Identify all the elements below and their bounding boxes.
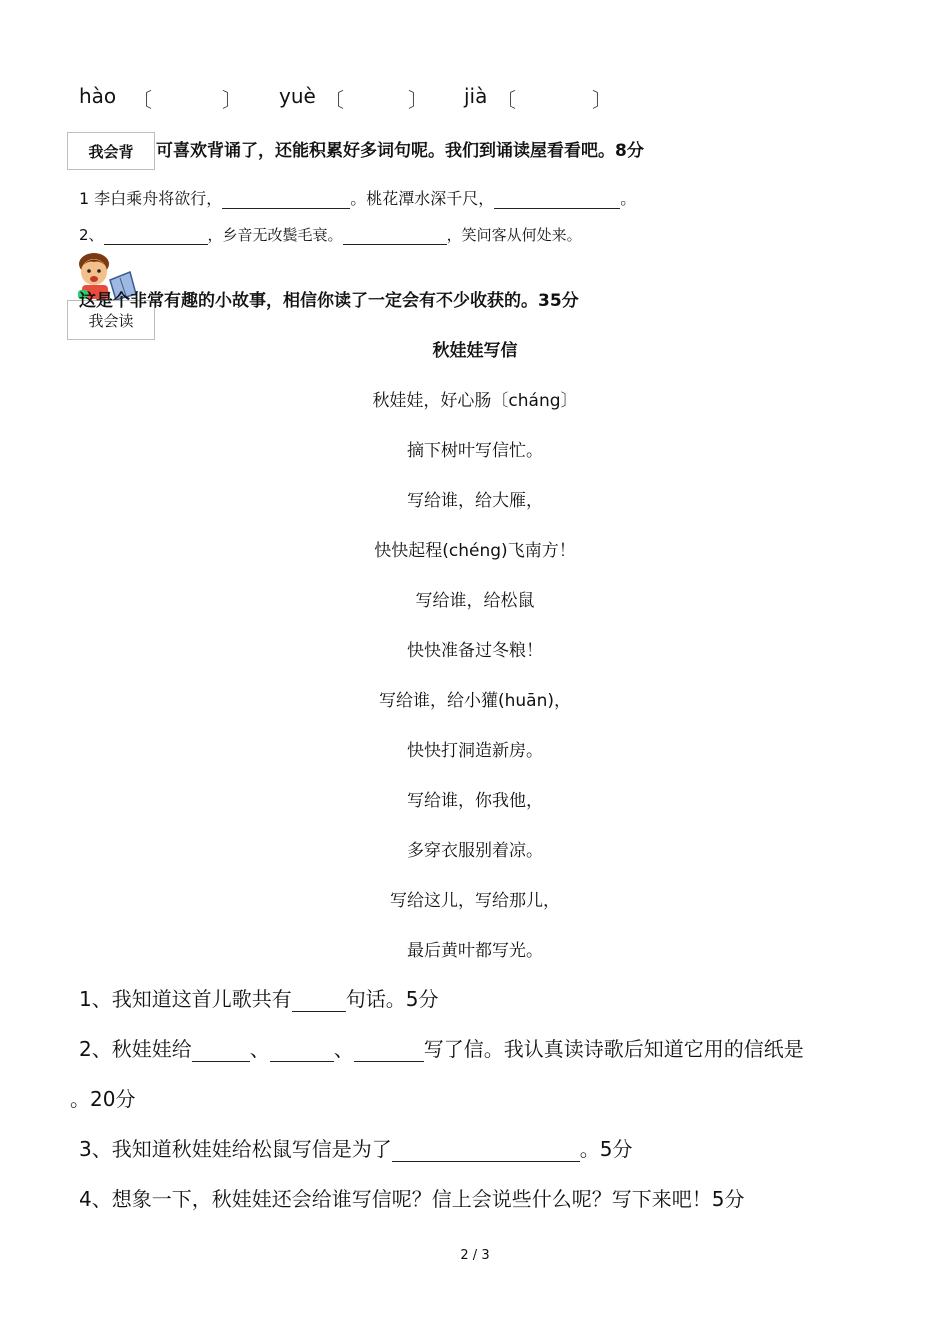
answer-blank[interactable]	[104, 226, 208, 245]
pinyin-hao: hào	[79, 84, 117, 108]
poem-line: 摘下树叶写信忙。	[407, 441, 543, 461]
answer-blank[interactable]	[270, 1039, 334, 1062]
bracket-close: 〕	[222, 88, 242, 112]
recite-line2-part: ，笑问客从何处来。	[446, 226, 582, 244]
recite-line1-part: 。	[620, 189, 637, 208]
poem-line: 多穿衣服别着凉。	[407, 841, 543, 861]
question-2-text: 2、秋娃娃给	[79, 1037, 192, 1061]
poem-line: 写给谁，给大雁，	[407, 491, 543, 511]
bracket-open: 〔	[324, 88, 344, 112]
question-3-text: 。5分	[579, 1137, 633, 1161]
question-1-text: 句话。5分	[345, 987, 439, 1011]
recite-line1-part: 。桃花潭水深千尺，	[350, 189, 495, 208]
question-2-text: 、	[333, 1037, 354, 1061]
answer-blank[interactable]	[354, 1039, 424, 1062]
recite-line-2	[79, 224, 582, 245]
pinyin-yue: yuè	[279, 84, 316, 108]
answer-blank[interactable]	[392, 1139, 580, 1162]
poem-line: 快快打洞造新房。	[407, 741, 543, 761]
poem-line: 写给这儿，写给那儿，	[390, 891, 560, 911]
poem-line: 写给谁，你我他，	[407, 791, 543, 811]
question-1	[79, 983, 438, 1012]
question-3	[79, 1133, 632, 1162]
question-3-text: 3、我知道秋娃娃给松鼠写信是为了	[79, 1137, 392, 1161]
recite-line2-part: 2、	[79, 226, 104, 244]
recite-label-box	[67, 132, 155, 170]
read-heading: 这是个非常有趣的小故事，相信你读了一定会有不少收获的。35分	[79, 291, 579, 311]
recite-line1-part: 1 李白乘舟将欲行，	[79, 189, 223, 208]
poem-line: 快快准备过冬粮！	[407, 641, 543, 661]
answer-blank[interactable]	[222, 190, 350, 209]
recite-heading: 可喜欢背诵了，还能积累好多词句呢。我们到诵读屋看看吧。8分	[156, 141, 644, 161]
poem-line: 写给谁，给小獾(huān)，	[378, 691, 571, 711]
bracket-close: 〕	[592, 88, 612, 112]
question-2-text: 、	[249, 1037, 270, 1061]
answer-blank[interactable]	[192, 1039, 250, 1062]
poem-title: 秋娃娃写信	[432, 341, 518, 361]
poem-line: 快快起程(chéng)飞南方！	[374, 541, 576, 561]
answer-blank[interactable]	[292, 989, 346, 1012]
question-2-text: 写了信。我认真读诗歌后知道它用的信纸是	[423, 1037, 804, 1061]
page-number: 2 / 3	[460, 1248, 490, 1263]
recite-line2-part: ，乡音无改鬓毛衰。	[207, 226, 343, 244]
question-2	[79, 1033, 804, 1062]
answer-blank[interactable]	[494, 190, 620, 209]
bracket-open: 〔	[132, 88, 152, 112]
bracket-open: 〔	[496, 88, 516, 112]
recite-label: 我会背	[88, 142, 134, 161]
poem-line: 最后黄叶都写光。	[407, 941, 543, 961]
question-2-cont: 。20分	[70, 1087, 136, 1111]
read-label: 我会读	[88, 311, 134, 330]
pinyin-jia: jià	[464, 84, 488, 108]
bracket-close: 〕	[408, 88, 428, 112]
question-4: 4、想象一下，秋娃娃还会给谁写信呢？信上会说些什么呢？写下来吧！5分	[79, 1187, 745, 1211]
recite-line-1	[79, 186, 636, 209]
question-1-text: 1、我知道这首儿歌共有	[79, 987, 292, 1011]
answer-blank[interactable]	[343, 226, 447, 245]
poem-line: 秋娃娃，好心肠〔cháng〕	[372, 391, 578, 411]
poem-line: 写给谁，给松鼠	[415, 591, 535, 611]
